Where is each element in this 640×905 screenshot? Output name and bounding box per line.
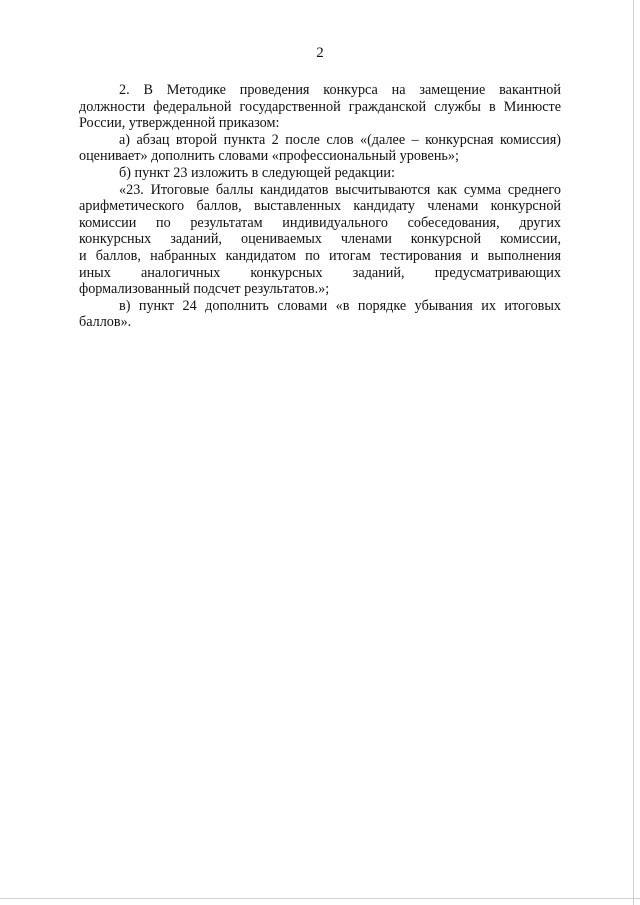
text-line: формализованный подсчет результатов.»; — [79, 281, 330, 298]
text-line: баллов». — [79, 314, 132, 331]
paragraph-item-b — [79, 165, 561, 182]
paragraph-point-23-text — [79, 182, 561, 298]
text-line: 2. В Методике проведения конкурса на замещение вакантной — [119, 82, 561, 98]
text-line: арифметического баллов, выставленных кандидату членами конкурсной — [79, 198, 561, 215]
text-line: комиссии по результатам индивидуального собеседования, других — [79, 214, 561, 231]
scan-edge-mark — [633, 0, 634, 905]
page-number: 2 — [316, 45, 324, 61]
text-line: а) абзац второй пункта 2 после слов «(далее – конкурсная комиссия) — [119, 131, 561, 148]
document-body — [79, 82, 561, 331]
text-line: оценивает» дополнить словами «профессиональный уровень»; — [79, 148, 459, 165]
text-line: «23. Итоговые баллы кандидатов высчитываются как сумма среднего — [119, 181, 561, 198]
text-line: конкурсных заданий, оцениваемых членами конкурсной комиссии, — [79, 231, 561, 248]
text-line: должности федеральной государственной гражданской службы в Минюсте — [79, 98, 561, 115]
text-line: и баллов, набранных кандидатом по итогам тестирования и выполнения — [79, 247, 561, 264]
text-line: б) пункт 23 изложить в следующей редакции: — [119, 164, 395, 181]
paragraph-item-v — [79, 298, 561, 331]
scan-edge-mark — [0, 898, 640, 899]
text-line: России, утвержденной приказом: — [79, 115, 280, 132]
text-line: иных аналогичных конкурсных заданий, предусматривающих — [79, 264, 561, 281]
text-line: в) пункт 24 дополнить словами «в порядке убывания их итоговых — [119, 297, 561, 314]
paragraph-methodology-amendment — [79, 82, 561, 132]
paragraph-item-a — [79, 132, 561, 165]
